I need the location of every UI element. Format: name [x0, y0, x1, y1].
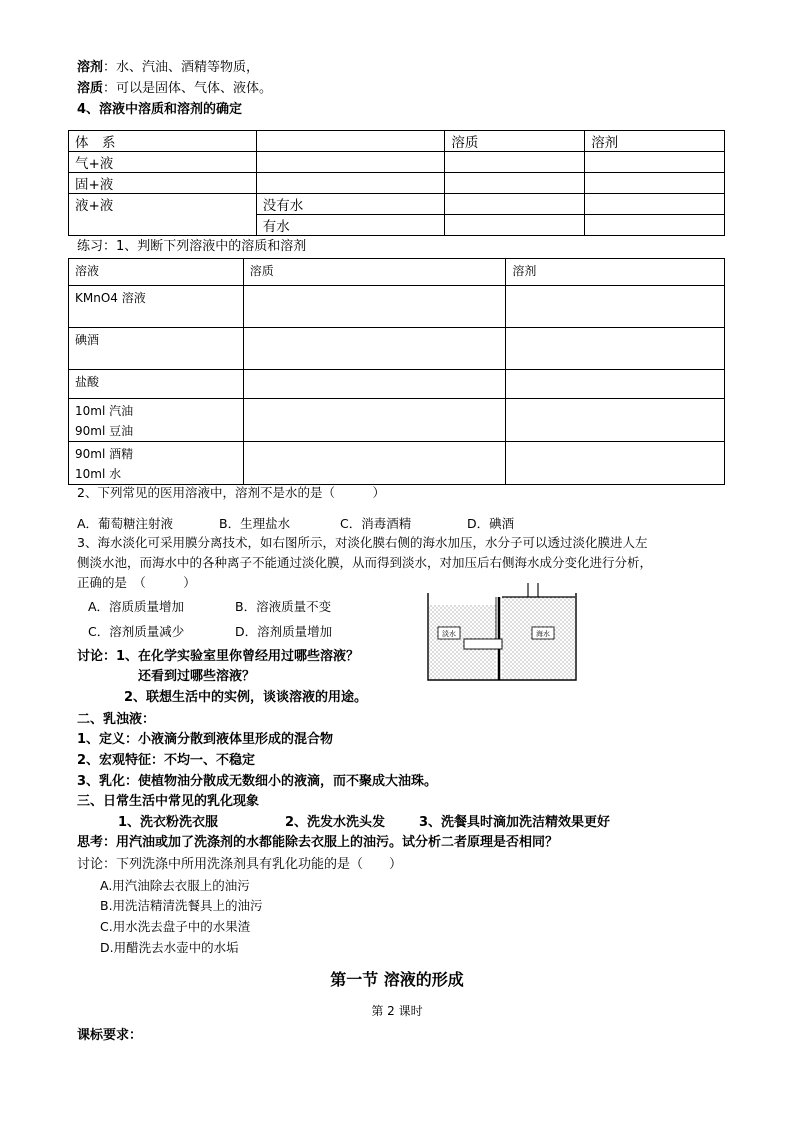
table1-header-system: 体 系: [69, 131, 257, 152]
lesson-number: 第 2 课时: [371, 1004, 423, 1018]
ex1-header-solvent: 溶剂: [506, 259, 725, 286]
q3-option-a: A．溶质质量增加: [88, 599, 185, 614]
desalination-diagram: [424, 583, 580, 683]
standards-label: 课标要求：: [77, 1028, 143, 1043]
table1-row-solid: 固+液: [69, 173, 257, 194]
exercise1-prompt: 练习：1、判断下列溶液中的溶质和溶剂: [77, 239, 307, 254]
section3-item-2: 2、洗发水洗头发: [285, 815, 386, 830]
discussion1-line3: 2、联想生活中的实例，谈谈溶液的用途。: [124, 690, 368, 705]
exercise1-table: [68, 258, 725, 485]
solvent-label: 溶剂: [77, 60, 104, 75]
q3-line1: 3、海水淡化可采用膜分离技术，如右图所示，对淡化膜右侧的海水加压，水分子可以透过淡化膜进人左: [77, 535, 648, 550]
solute-label: 溶质: [77, 81, 104, 96]
section2-emulsify: 3、乳化：使植物油分散成无数细小的液滴，而不聚成大油珠。: [77, 774, 438, 789]
q2-option-c: C．消毒酒精: [340, 516, 412, 531]
ex1-row-solution: 10ml 汽油 90ml 豆油: [69, 399, 244, 442]
section2-macro: 2、宏观特征：不均一、不稳定: [77, 753, 256, 768]
solute-text: ：可以是固体、气体、液体。: [103, 81, 273, 96]
section2-definition: 1、定义：小液滴分散到液体里形成的混合物: [77, 732, 334, 747]
section3-heading: 三、日常生活中常见的乳化现象: [77, 794, 260, 809]
ex1-row-solution: 碘酒: [69, 328, 244, 370]
ex1-header-solute: 溶质: [243, 259, 506, 286]
ex1-row-solution: 盐酸: [69, 370, 244, 399]
table1-no-water: 没有水: [256, 194, 445, 215]
discussion1-line2: 还看到过哪些溶液？: [138, 669, 256, 684]
q2-option-b: B．生理盐水: [219, 516, 291, 531]
table1-row-liquid: 液+液: [69, 194, 257, 236]
section3-option-b: B.用洗洁精清洗餐具上的油污: [100, 898, 263, 913]
section3-option-a: A.用汽油除去衣服上的油污: [100, 878, 250, 893]
q3-option-c: C．溶剂质量减少: [88, 624, 185, 639]
q3-line2: 侧淡水池，而海水中的各种离子不能通过淡化膜，从而得到淡水，对加压后右侧海水成分变化进行分析，: [77, 555, 653, 570]
solute-line: [77, 80, 272, 98]
table1-row-gas: 气+液: [69, 152, 257, 173]
q3-option-d: D．溶剂质量增加: [235, 624, 333, 639]
section-title: 第一节 溶液的形成: [330, 970, 464, 989]
q2-option-d: D．碘酒: [467, 516, 515, 531]
diagram-label-sea: 海水: [536, 630, 550, 638]
table1-header-blank: [256, 131, 445, 152]
table1-header-solvent: 溶剂: [585, 131, 725, 152]
heading-4: 4、溶液中溶质和溶剂的确定: [77, 102, 243, 117]
solvent-text: ：水、汽油、酒精等物质，: [103, 60, 260, 75]
ex1-header-solution: 溶液: [69, 259, 244, 286]
diagram-label-fresh: 淡水: [442, 630, 456, 638]
q2-option-a: A．葡萄糖注射液: [77, 516, 174, 531]
table1-header-solute: 溶质: [445, 131, 585, 152]
section2-heading: 二、乳浊液：: [77, 712, 156, 727]
section3-option-c: C.用水洗去盘子中的水果渣: [100, 919, 251, 934]
section3-option-d: D.用醋洗去水壶中的水垢: [100, 940, 239, 955]
discussion1-line1: 讨论：1、在化学实验室里你曾经用过哪些溶液？: [77, 649, 360, 664]
table1-with-water: 有水: [256, 215, 445, 236]
section3-discuss: 讨论：下列洗涤中所用洗涤剂具有乳化功能的是（ ）: [77, 857, 403, 872]
section3-item-1: 1、洗衣粉洗衣服: [118, 815, 219, 830]
q2-text: 2、下列常见的医用溶液中，溶剂不是水的是（ ）: [77, 485, 385, 500]
q3-line3: 正确的是 （ ）: [77, 575, 196, 590]
solvent-line: [77, 59, 259, 77]
solute-solvent-table: [68, 130, 725, 236]
q3-option-b: B．溶液质量不变: [235, 599, 332, 614]
section3-item-3: 3、洗餐具时滴加洗洁精效果更好: [419, 815, 611, 830]
section3-think: 思考：用汽油或加了洗涤剂的水都能除去衣服上的油污。试分析二者原理是否相同？: [77, 835, 559, 850]
ex1-row-solution: KMnO4 溶液: [69, 286, 244, 328]
ex1-row-solution: 90ml 酒精 10ml 水: [69, 442, 244, 485]
